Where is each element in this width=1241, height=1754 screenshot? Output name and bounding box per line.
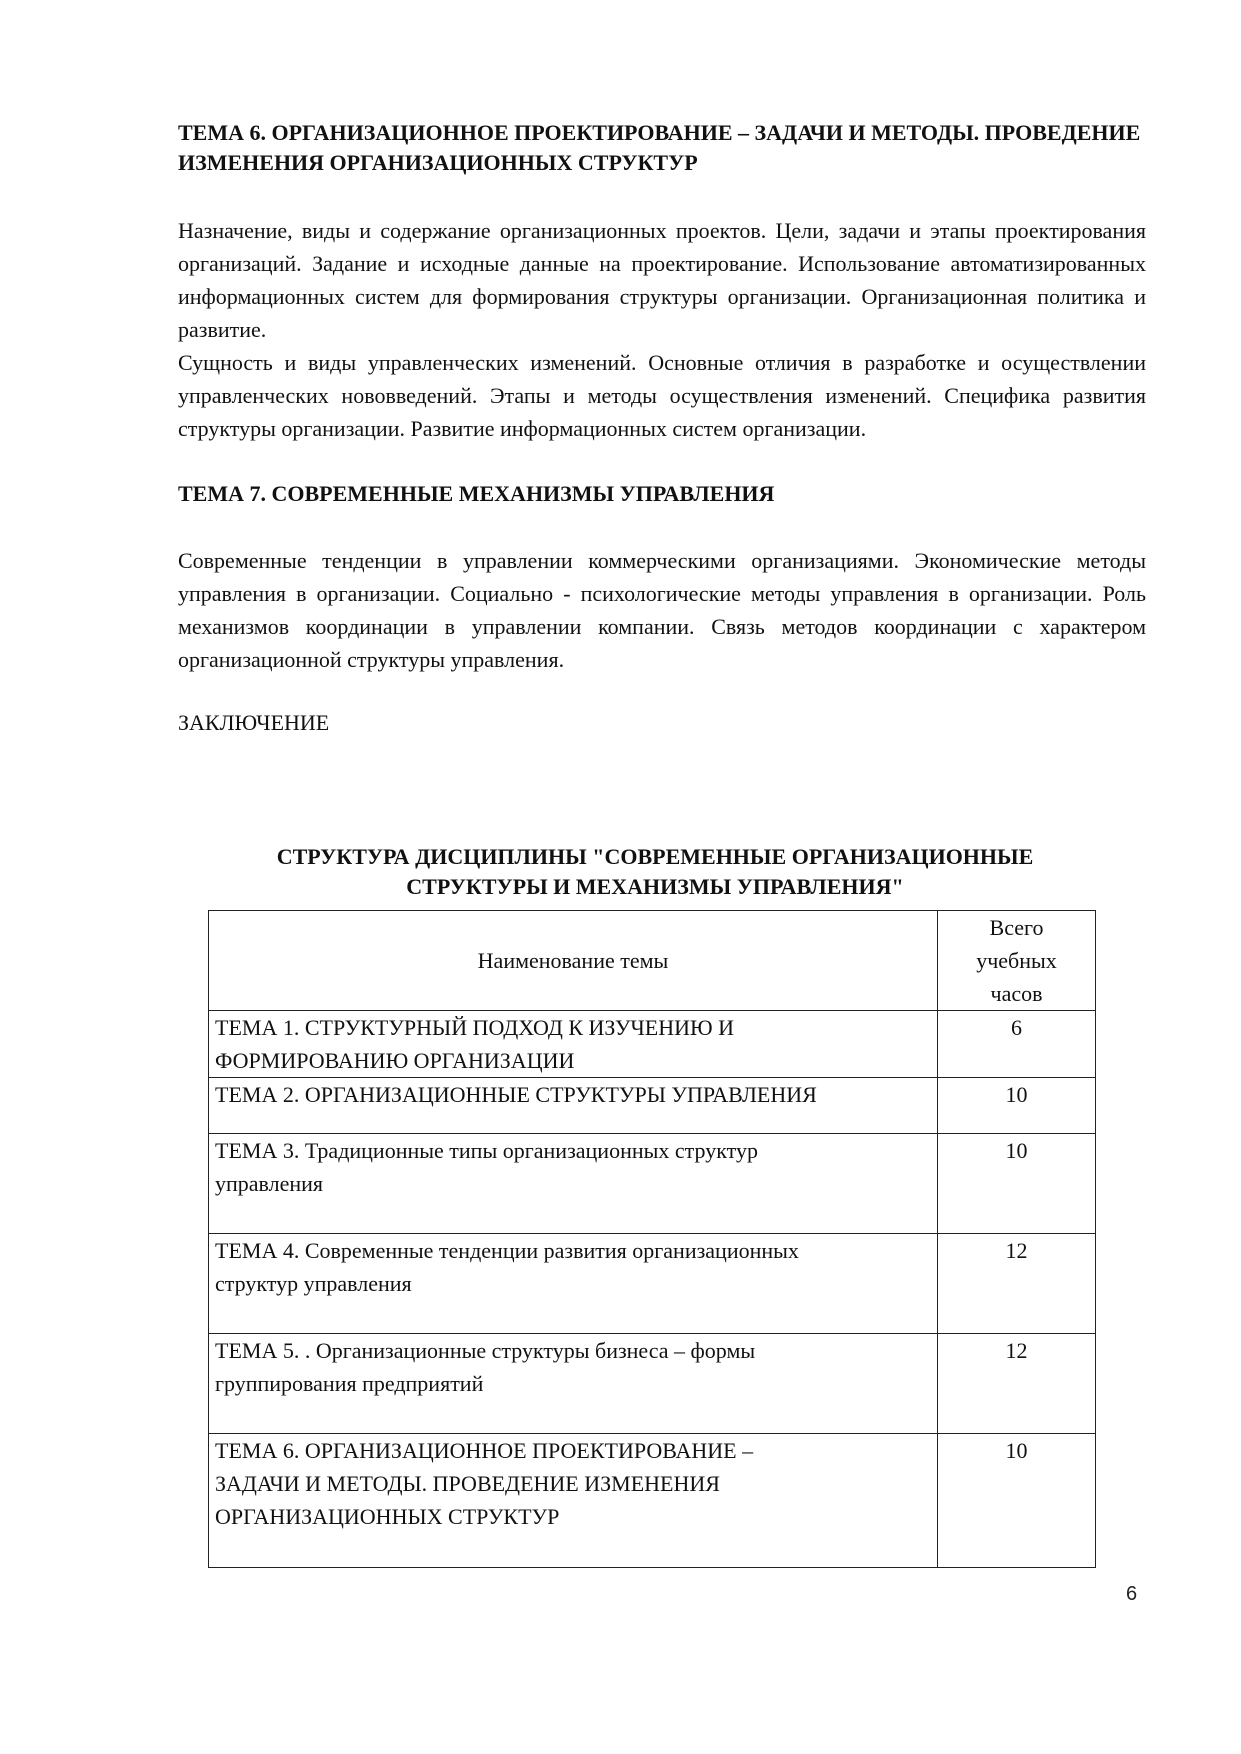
hours-cell: 10 [938, 1434, 1096, 1568]
content-area [178, 118, 1146, 761]
topic6-paragraph-2: Сущность и виды управленческих изменений. Основные отличия в разработке и осуществлении управленческих нововведений. Этапы и методы осуществления изменений. Специфика развития структуры организации. Развитие информационных систем организации. [178, 350, 1146, 441]
topic-text: ТЕМА 6. ОРГАНИЗАЦИОННОЕ ПРОЕКТИРОВАНИЕ – [215, 1438, 754, 1463]
topic-cell [209, 1078, 938, 1134]
page-number: 6 [1126, 1583, 1138, 1605]
hours-cell: 10 [938, 1134, 1096, 1234]
hours-cell: 12 [938, 1234, 1096, 1334]
structure-table [208, 910, 1096, 1568]
topic-text: ОРГАНИЗАЦИОННЫХ СТРУКТУР [215, 1504, 560, 1529]
table-title-line-2: СТРУКТУРЫ И МЕХАНИЗМЫ УПРАВЛЕНИЯ" [406, 874, 904, 899]
table-row [209, 1434, 1096, 1568]
topic-text: ЗАДАЧИ И МЕТОДЫ. ПРОВЕДЕНИЕ ИЗМЕНЕНИЯ [215, 1471, 720, 1496]
topic-text: ТЕМА 4. Современные тенденции развития организационных [215, 1238, 799, 1263]
table-row [209, 1078, 1096, 1134]
header-hours-line-1: Всего [989, 915, 1044, 940]
topic-text: ТЕМА 2. ОРГАНИЗАЦИОННЫЕ СТРУКТУРЫ УПРАВЛЕНИЯ [215, 1082, 817, 1107]
structure-table-title [210, 842, 1100, 902]
hours-cell: 6 [938, 1011, 1096, 1078]
table-title-line-1: СТРУКТУРА ДИСЦИПЛИНЫ "СОВРЕМЕННЫЕ ОРГАНИЗАЦИОННЫЕ [276, 844, 1034, 869]
table-row [209, 1011, 1096, 1078]
header-hours-line-2: учебных [976, 948, 1057, 973]
topic7-paragraph: Современные тенденции в управлении коммерческими организациями. Экономические методы управления в организации. Социально - психологические методы управления в организации. Роль механизмов координации в управлении компании. Связь методов координации с характером организационной структуры управления. [178, 548, 1146, 672]
table-row [209, 1334, 1096, 1434]
table-header-row [209, 911, 1096, 1011]
topic-text: управления [215, 1171, 324, 1196]
topic6-heading: ТЕМА 6. ОРГАНИЗАЦИОННОЕ ПРОЕКТИРОВАНИЕ – ЗАДАЧИ И МЕТОДЫ. ПРОВЕДЕНИЕ ИЗМЕНЕНИЯ ОРГАНИЗАЦИОННЫХ СТРУКТУР [178, 120, 1141, 175]
topic-cell [209, 1011, 938, 1078]
topic-text: ФОРМИРОВАНИЮ ОРГАНИЗАЦИИ [215, 1048, 575, 1073]
header-hours-line-3: часов [990, 981, 1043, 1006]
topic-cell [209, 1234, 938, 1334]
table-row [209, 1134, 1096, 1234]
topic7-heading: ТЕМА 7. СОВРЕМЕННЫЕ МЕХАНИЗМЫ УПРАВЛЕНИЯ [178, 481, 775, 506]
table-row [209, 1234, 1096, 1334]
hours-cell: 10 [938, 1078, 1096, 1134]
topic-cell [209, 1134, 938, 1234]
topic-cell [209, 1334, 938, 1434]
topic-text: ТЕМА 1. СТРУКТУРНЫЙ ПОДХОД К ИЗУЧЕНИЮ И [215, 1015, 734, 1040]
topic-text: структур управления [215, 1271, 412, 1296]
header-topic-name: Наименование темы [209, 911, 938, 1011]
header-total-hours [938, 911, 1096, 1011]
topic-cell [209, 1434, 938, 1568]
hours-cell: 12 [938, 1334, 1096, 1434]
conclusion-heading: ЗАКЛЮЧЕНИЕ [178, 710, 330, 735]
topic6-paragraph-1: Назначение, виды и содержание организационных проектов. Цели, задачи и этапы проектирования организаций. Задание и исходные данные на проектирование. Использование автоматизированных информационных систем для формирования структуры организации. Организационная политика и развитие. [178, 218, 1146, 342]
topic-text: ТЕМА 5. . Организационные структуры бизнеса – формы [215, 1338, 756, 1363]
topic-text: ТЕМА 3. Традиционные типы организационных структур [215, 1138, 758, 1163]
topic-text: группирования предприятий [215, 1371, 484, 1396]
